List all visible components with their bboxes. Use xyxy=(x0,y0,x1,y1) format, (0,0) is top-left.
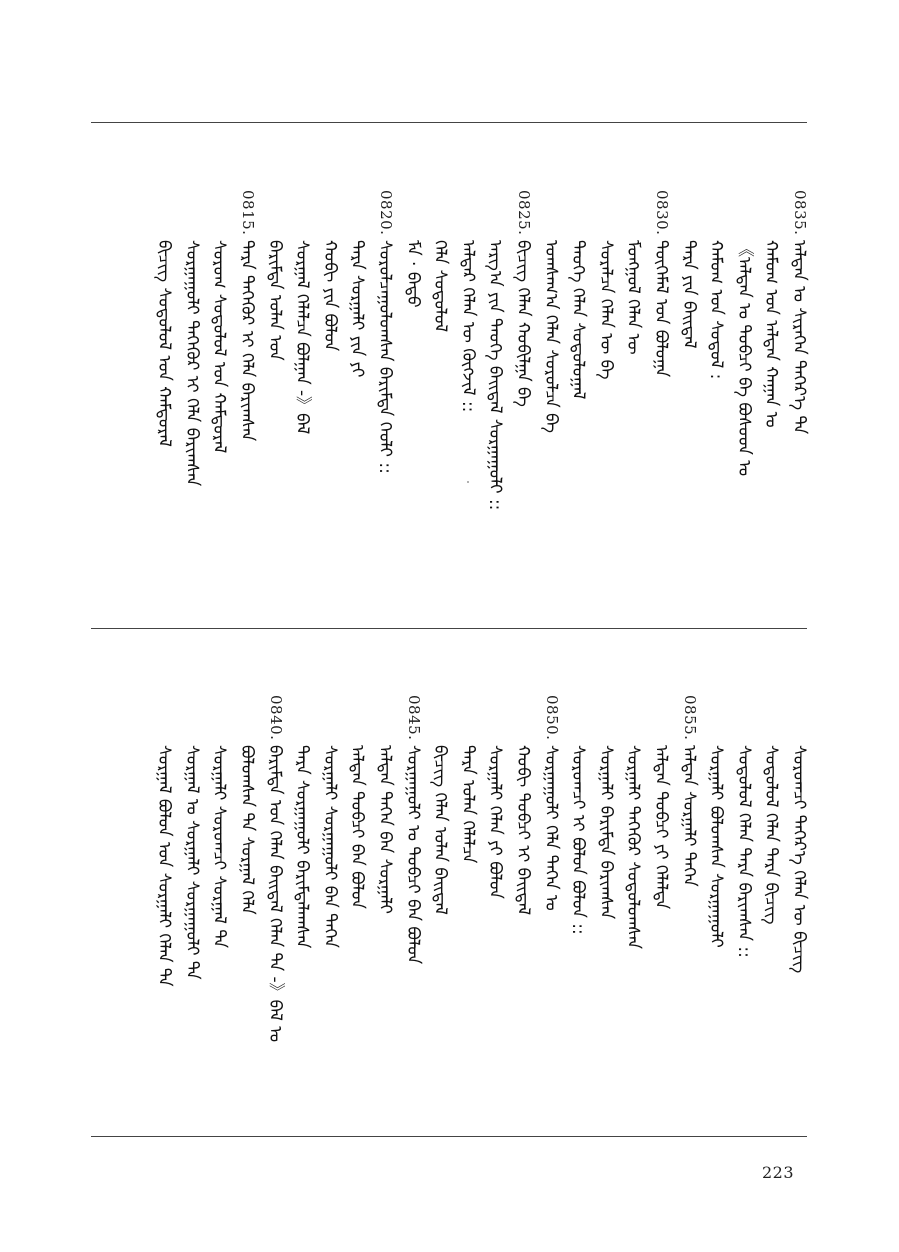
line-number: 0815. xyxy=(239,190,257,236)
mongolian-line: ᠬᠤᠪᠢ ᠶᠢᠨ ᠪᠤᠯᠤᠨ xyxy=(320,240,340,352)
mongolian-line: 《ᠠᠯᠲᠠᠨ ᠤ ᠲᠣᠪᠴᠢ ᠪᠠ ᠪᠤᠰᠤᠳ ᠤ xyxy=(734,240,754,477)
mongolian-line: ᠪᠠᠷᠢᠮᠲᠠ ᠤᠯᠠᠨ ᠤᠨ xyxy=(265,240,285,361)
mongolian-line: ᠰᠤᠳᠤᠯᠤᠯ ᠬᠡᠯᠡᠨ ᠲᠡᠷᠡ ᠪᠢᠴᠢᠭ xyxy=(761,745,781,925)
mongolian-line: ᠠᠯᠲᠠᠨ ᠲᠣᠪᠴᠢ ᠶᠢ ᠬᠡᠯᠡᠯᠲᠡ xyxy=(651,745,671,910)
mongolian-line: ᠲᠡᠦᠬᠡ ᠬᠡᠯᠡᠨ ᠰᠤᠳᠤᠯᠤᠭᠠᠯ xyxy=(568,240,588,400)
mongolian-line: ᠰᠤᠷᠤᠭᠴᠢ ᠢ ᠪᠤᠯᠤᠨ ᠪᠤᠯᠤᠨ :: xyxy=(568,745,588,935)
mongolian-line: ᠰᠤᠷᠭᠠᠯᠢ ᠰᠤᠷᠤᠭᠴᠢ ᠰᠤᠷᠭᠠᠯ ᠲᠡ xyxy=(209,745,229,948)
mongolian-line: ᠮᠠ · ᠪᠠᠲᠤ xyxy=(403,240,423,308)
mongolian-line: ᠪᠤᠯᠤᠭᠰᠠᠨ ᠲᠡ ᠰᠤᠷᠭᠠᠯ ᠬᠡᠯᠡ xyxy=(237,745,257,915)
mongolian-line: ᠰᠤᠷᠭᠠᠯ ᠤ ᠰᠤᠷᠭᠠᠯᠢ ᠰᠤᠷᠭᠠᠭᠤᠯᠢ ᠲᠡ xyxy=(182,745,202,980)
line-number: 0850. xyxy=(543,695,561,741)
mongolian-line: ᠰᠤᠷᠭᠠᠭᠤᠯᠢ ᠬᠡᠯᠡ ᠲᠡᠭᠡᠨ ᠤ xyxy=(541,745,561,911)
line-number: 0830. xyxy=(653,190,671,236)
mongolian-line: ᠰᠤᠷᠤᠭ ᠰᠤᠳᠤᠯᠤᠯ ᠤᠨ ᠬᠠᠮᠲᠤᠷᠠᠯ xyxy=(209,240,229,454)
mongolian-line: ᠪᠠᠷᠢᠮᠲᠠ ᠤᠨ ᠬᠡᠯᠡᠨ ᠪᠠᠢᠳᠠᠯ ᠬᠡᠯᠡᠨ ᠲᠡ -》ᠪᠠᠯ ᠤ xyxy=(265,745,285,1043)
mongolian-line: ᠰᠤᠷᠤᠯᠴᠠᠭᠤᠯᠤᠭᠰᠠᠨ ᠪᠠᠷᠢᠮᠲᠠ ᠬᠡᠦᠯᠢ :: xyxy=(375,240,395,474)
mongolian-line: ᠠᠯᠲᠠᠨ ᠲᠣᠪᠴᠢ ᠪᠠᠨ ᠪᠤᠯᠤᠨ xyxy=(347,745,367,909)
mongolian-line: ᠰᠤᠷᠭᠠᠯᠢ ᠬᠡᠯᠡᠨ ᠶᠢ ᠪᠤᠯᠤᠨ xyxy=(485,745,505,899)
mongolian-line: ᠰᠤᠷᠭᠠᠯᠢ ᠪᠤᠯᠤᠭᠰᠠᠨ ᠰᠤᠷᠭᠠᠭᠤᠯᠢ xyxy=(706,745,726,948)
line-number: 0845. xyxy=(405,695,423,741)
mongolian-line: ᠲᠡᠷᠡ ᠳᠡᠭᠡᠭᠦᠷ ᠢ ᠬᠡᠯᠡ ᠪᠠᠷᠢᠭᠰᠠᠨ xyxy=(237,240,257,442)
mongolian-line: ᠠᠯᠲᠠᠨ ᠤ ᠰᠢᠷᠡᠭᠡᠨ ᠳᠡᠭᠡᠷ᠎ᠡ ᠲᠠ xyxy=(789,240,809,435)
mongolian-line: ᠲᠡᠷᠡ ᠰᠤᠷᠭᠠᠯᠢ ᠶᠢᠨ ᠶᠢ xyxy=(347,240,367,378)
line-number: 0835. xyxy=(791,190,809,236)
mongolian-line: ᠲᠦᠭᠡᠮᠡᠯ ᠤᠨ ᠪᠤᠯᠤᠭᠠ xyxy=(651,240,671,378)
mongolian-line: ᠲᠡᠷᠡ ᠶᠢᠨ ᠪᠠᠢᠳᠠᠯ xyxy=(679,240,699,349)
mongolian-line: ᠠᠯᠳᠠᠷ ᠬᠡᠯᠡᠨ ᠦ ᠬᠥᠭᠵᠢᠯ :: xyxy=(458,240,478,413)
middle-rule xyxy=(91,628,807,629)
mongolian-line: ᠠᠷᠭ᠎ᠠ ᠶᠢᠨ ᠲᠡᠦᠬᠡ ᠪᠠᠢᠳᠠᠯ ᠰᠤᠷᠭᠠᠭᠤᠯᠢ :: xyxy=(485,240,505,511)
mongolian-line: ᠰᠤᠷᠭᠠᠭᠤᠯᠢ ᠳᠡᠭᠡᠭᠦᠷ ᠢ ᠬᠡᠯᠡ ᠪᠠᠷᠢᠭᠰᠠᠨ xyxy=(182,240,202,487)
mongolian-line: ᠰᠤᠷᠭᠠᠯᠢ ᠳᠡᠭᠡᠭᠦᠷ ᠰᠤᠳᠤᠯᠤᠭᠰᠠᠨ xyxy=(623,745,643,950)
mongolian-line: ᠲᠡᠷᠡ ᠰᠤᠷᠭᠠᠭᠤᠯᠢ ᠪᠠᠷᠢᠮᠲᠠᠯᠠᠭᠰᠠᠨ xyxy=(292,745,312,949)
line-number: 0825. xyxy=(515,190,533,236)
mongolian-line: ᠤᠭᠰᠠᠭ᠎ᠠ ᠬᠡᠯᠡᠨ ᠰᠤᠷᠤᠯᠴᠠ ᠪᠠ xyxy=(541,240,561,433)
mongolian-line: ᠰᠤᠷᠭᠠᠯ ᠪᠤᠯᠤᠨ ᠤᠨ ᠰᠤᠷᠭᠠᠯᠢ ᠬᠡᠯᠡᠨ ᠲᠡ xyxy=(154,745,174,987)
line-number: 0855. xyxy=(681,695,699,741)
mongolian-line: ᠬᠠᠮᠤᠭ ᠤᠨ ᠰᠤᠳᠤᠯ : xyxy=(706,240,726,380)
mongolian-line: ᠠᠯᠲᠠᠨ ᠰᠤᠷᠭᠠᠯᠢ ᠲᠡᠭᠡᠨ xyxy=(679,745,699,887)
mongolian-line: ᠮᠣᠩᠭᠣᠯ ᠬᠡᠯᠡᠨ ᠦ xyxy=(623,240,643,355)
top-rule xyxy=(91,122,807,123)
scan-speck xyxy=(467,481,469,483)
mongolian-line: ᠰᠤᠷᠤᠭᠴᠢ ᠳᠡᠭᠡᠷ᠎ᠡ ᠬᠡᠯᠡᠨ ᠦ ᠪᠢᠴᠢᠭ xyxy=(789,745,809,974)
mongolian-line: ᠰᠤᠳᠤᠯᠤᠯ ᠬᠡᠯᠡᠨ ᠲᠡᠷᠡ ᠪᠠᠷᠢᠭᠰᠠᠨ :: xyxy=(734,745,754,958)
page-number: 223 xyxy=(762,1163,795,1182)
mongolian-line: ᠰᠤᠷᠭᠠᠯᠢ ᠰᠤᠷᠭᠠᠭᠤᠯᠢ ᠪᠠᠨ ᠲᠡᠭᠡᠨ xyxy=(320,745,340,948)
mongolian-line: ᠠᠯᠲᠠᠨ ᠲᠡᠭᠡᠨ ᠪᠠᠨ ᠰᠤᠷᠭᠠᠯᠢ xyxy=(375,745,395,914)
mongolian-line: ᠰᠤᠷᠭᠠᠯ ᠬᠡᠯᠡᠯᠴᠡ ᠪᠣᠯᠭᠠᠨ -》ᠪᠠᠯ xyxy=(292,240,312,435)
mongolian-line: ᠰᠤᠷᠭᠠᠭᠤᠯᠢ ᠤ ᠲᠣᠪᠴᠢ ᠪᠠᠨ ᠪᠤᠯᠤᠨ xyxy=(403,745,423,965)
mongolian-line: ᠰᠤᠷᠭᠠᠯᠢ ᠪᠠᠷᠢᠮᠲᠠ ᠪᠠᠷᠢᠭᠰᠠᠨ xyxy=(596,745,616,920)
bottom-rule xyxy=(91,1136,807,1137)
mongolian-line: ᠪᠢᠴᠢᠭ ᠰᠤᠳᠤᠯᠤᠯ ᠤᠨ ᠬᠠᠮᠲᠤᠷᠠᠯ xyxy=(154,240,174,447)
mongolian-line: ᠰᠤᠷᠠᠯᠴᠠ ᠬᠡᠯᠡᠨ ᠦ ᠪᠠ xyxy=(596,240,616,380)
line-number: 0840. xyxy=(267,695,285,741)
mongolian-line: ᠬᠤᠪᠢ ᠲᠣᠪᠴᠢ ᠢ ᠪᠠᠢᠳᠠᠯ xyxy=(513,745,533,916)
line-number: 0820. xyxy=(377,190,395,236)
mongolian-line: ᠪᠢᠴᠢᠭ ᠬᠡᠯᠡᠨ ᠤᠯᠠᠨ ᠪᠠᠢᠳᠠᠯ xyxy=(430,745,450,915)
mongolian-line: ᠬᠡᠯᠡ ᠰᠤᠳᠤᠯᠤᠯ xyxy=(430,240,450,333)
mongolian-line: ᠬᠠᠮᠤᠭ ᠤᠨ ᠠᠯᠲᠠᠨ ᠬᠠᠭᠠᠨ ᠤ xyxy=(761,240,781,428)
mongolian-line: ᠲᠡᠷᠡ ᠤᠯᠠᠨ ᠬᠡᠯᠡᠯᠴᠡ xyxy=(458,745,478,864)
mongolian-line: ᠪᠢᠴᠢᠭ ᠬᠡᠯᠡᠨ ᠬᠣᠪᠢᠯᠭᠠ ᠪᠠ xyxy=(513,240,533,407)
